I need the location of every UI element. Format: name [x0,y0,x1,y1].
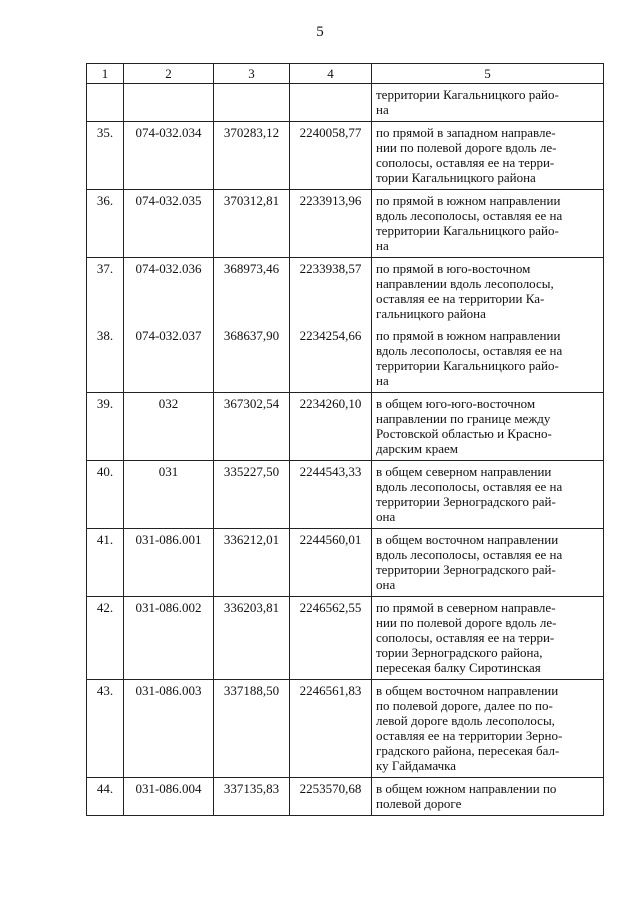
table-row [87,393,604,461]
row-number: 37. [87,258,124,326]
point-id: 074-032.034 [124,122,214,190]
coordinate-y: 2244543,33 [290,461,372,529]
column-header: 4 [290,64,372,84]
boundary-description: по прямой в южном направлении вдоль лесополосы, оставляя ее на территории Кагальницкого райо- на [372,325,604,393]
row-number: 43. [87,680,124,778]
point-id: 074-032.035 [124,190,214,258]
point-id: 031-086.001 [124,529,214,597]
boundary-description: по прямой в западном направле- нии по полевой дороге вдоль ле- сополосы, оставляя ее на терри- тории Кагальницкого района [372,122,604,190]
boundary-description: по прямой в юго-восточном направлении вдоль лесополосы, оставляя ее на территории Ка- гальницкого района [372,258,604,326]
table-row [87,190,604,258]
point-id: 032 [124,393,214,461]
point-id: 074-032.037 [124,325,214,393]
table-row [87,461,604,529]
coordinate-y: 2253570,68 [290,778,372,816]
table-row [87,84,604,122]
table-header-row [87,64,604,84]
table-row [87,778,604,816]
point-id: 031-086.003 [124,680,214,778]
coordinate-x: 368973,46 [214,258,290,326]
row-number [87,84,124,122]
point-id [124,84,214,122]
coordinate-x: 370283,12 [214,122,290,190]
row-number: 39. [87,393,124,461]
coordinate-y: 2246561,83 [290,680,372,778]
coordinate-x: 368637,90 [214,325,290,393]
row-number: 38. [87,325,124,393]
point-id: 031-086.004 [124,778,214,816]
table-row [87,597,604,680]
coordinate-y: 2246562,55 [290,597,372,680]
row-number: 35. [87,122,124,190]
boundary-description: в общем юго-юго-восточном направлении по границе между Ростовской областью и Красно- дарским краем [372,393,604,461]
coordinate-y [290,84,372,122]
boundary-description: по прямой в южном направлении вдоль лесополосы, оставляя ее на территории Кагальницкого райо- на [372,190,604,258]
boundary-points-table [86,63,604,816]
coordinate-y: 2244560,01 [290,529,372,597]
point-id: 031 [124,461,214,529]
boundary-description: по прямой в северном направле- нии по полевой дороге вдоль ле- сополосы, оставляя ее на терри- тории Зерноградского района, пересекая балку Сиротинская [372,597,604,680]
coordinate-x: 337188,50 [214,680,290,778]
coordinate-y: 2234260,10 [290,393,372,461]
coordinate-x: 336212,01 [214,529,290,597]
column-header: 2 [124,64,214,84]
coordinate-y: 2234254,66 [290,325,372,393]
column-header: 1 [87,64,124,84]
coordinate-x [214,84,290,122]
coordinate-x: 335227,50 [214,461,290,529]
point-id: 031-086.002 [124,597,214,680]
table-row [87,122,604,190]
coordinate-y: 2233938,57 [290,258,372,326]
page-number: 5 [316,24,324,40]
boundary-description: в общем восточном направлении вдоль лесополосы, оставляя ее на территории Зерноградского рай- она [372,529,604,597]
column-header: 5 [372,64,604,84]
row-number: 36. [87,190,124,258]
row-number: 44. [87,778,124,816]
row-number: 40. [87,461,124,529]
boundary-description: в общем восточном направлении по полевой дороге, далее по по- левой дороге вдоль лесополосы, оставляя ее на территории Зерно- градского района, пересекая бал- ку Гайдамачка [372,680,604,778]
table-row [87,529,604,597]
coordinate-x: 337135,83 [214,778,290,816]
row-number: 41. [87,529,124,597]
coordinate-x: 367302,54 [214,393,290,461]
table-row [87,680,604,778]
coordinate-y: 2240058,77 [290,122,372,190]
boundary-description: в общем северном направлении вдоль лесополосы, оставляя ее на территории Зерноградского рай- она [372,461,604,529]
point-id: 074-032.036 [124,258,214,326]
column-header: 3 [214,64,290,84]
boundary-description: территории Кагальницкого райо- на [372,84,604,122]
table-row [87,325,604,393]
coordinate-y: 2233913,96 [290,190,372,258]
table-row [87,258,604,326]
coordinate-x: 370312,81 [214,190,290,258]
boundary-description: в общем южном направлении по полевой дороге [372,778,604,816]
coordinate-x: 336203,81 [214,597,290,680]
row-number: 42. [87,597,124,680]
